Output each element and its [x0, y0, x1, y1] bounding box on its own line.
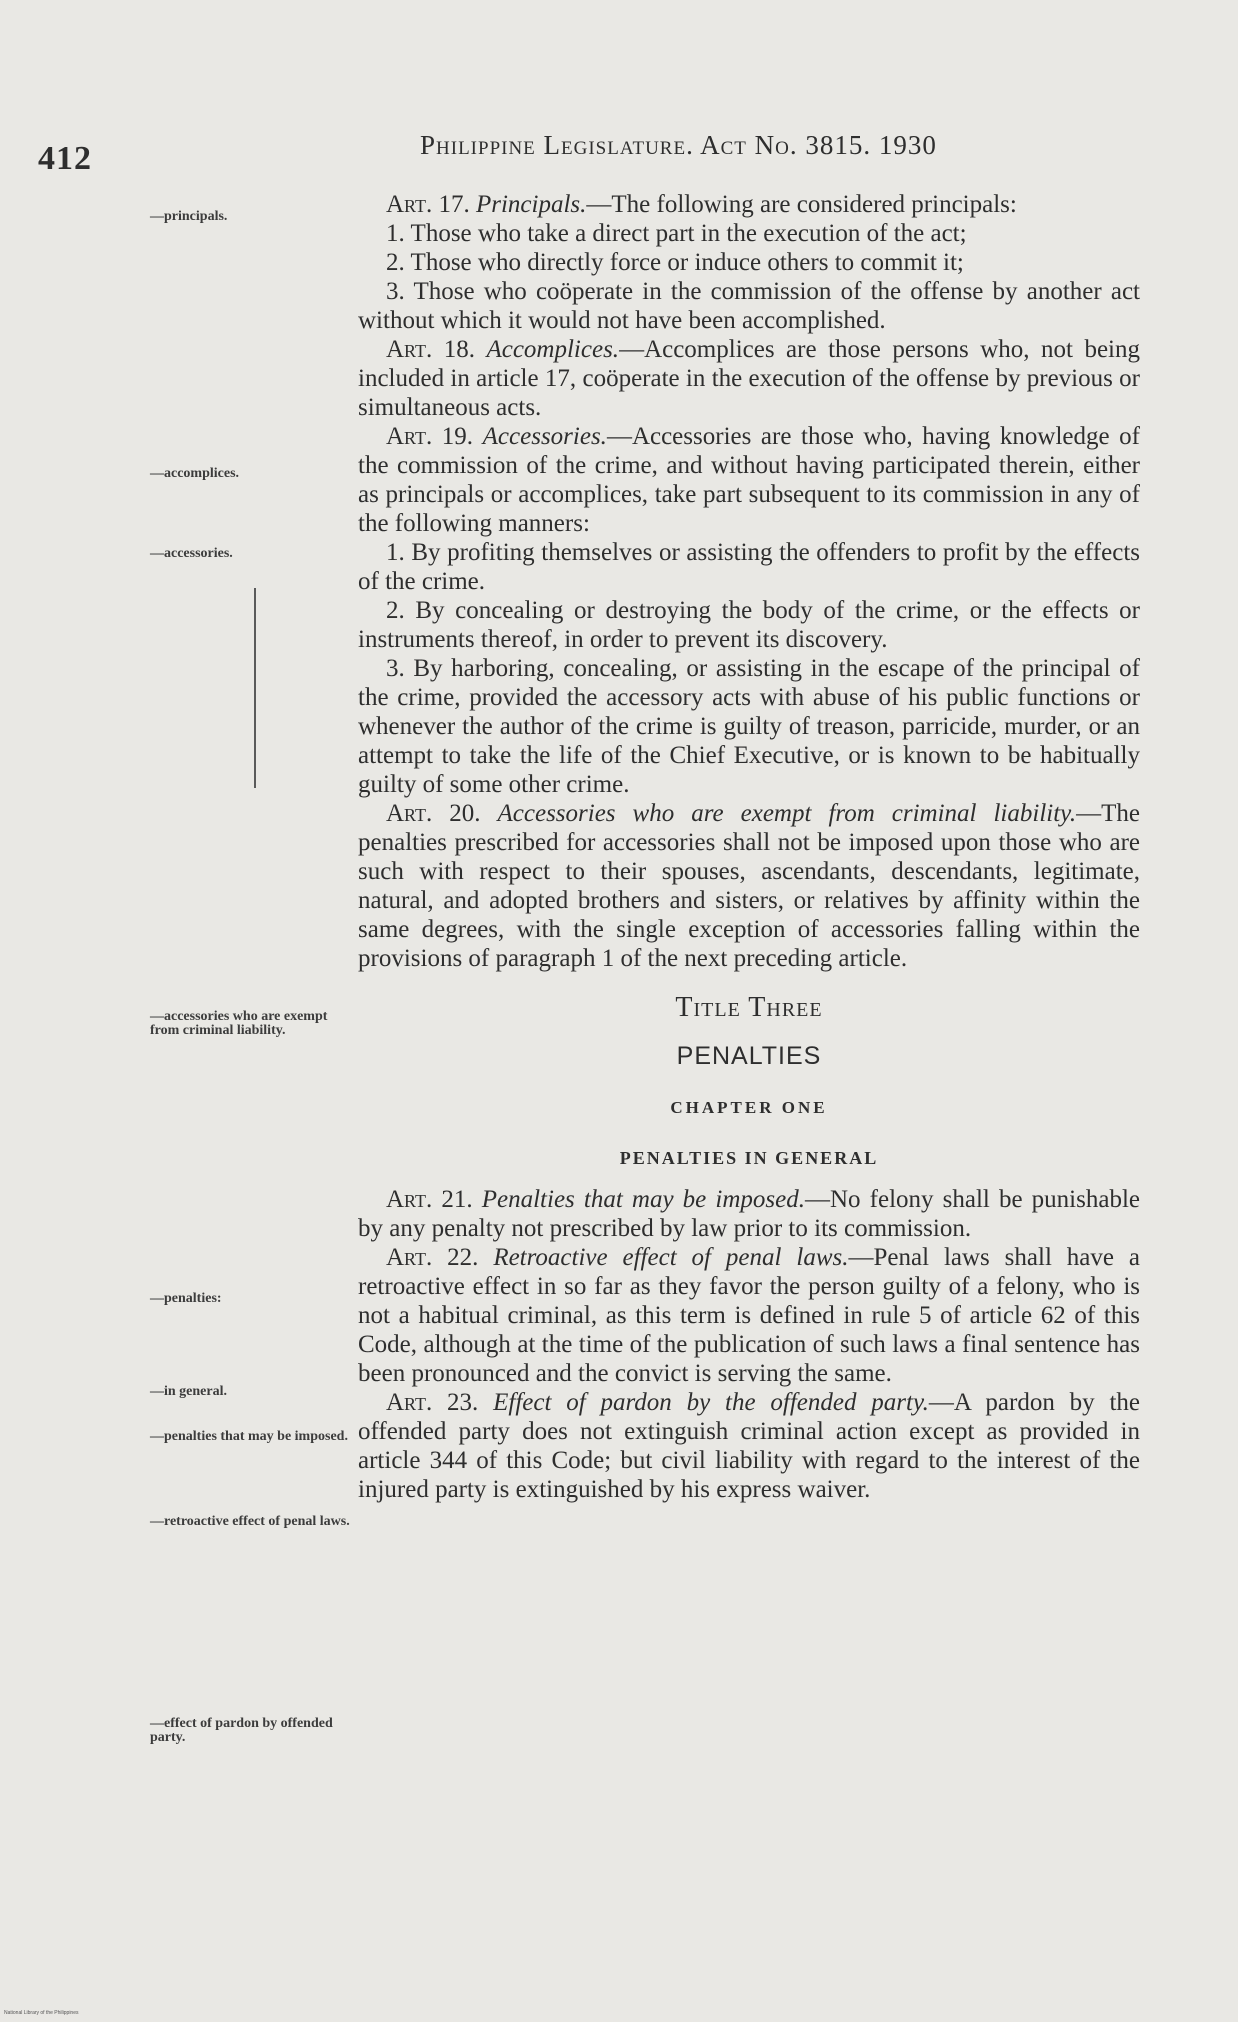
article-text: —The penalties prescribed for accessories shall not be imposed upon those who are such with respect to their spouses, ascendants, descendants, legitimate, natural, and adopted brothers and sisters, or relatives by affinity within the same degrees, with the single exception of accessories falling within the provisions of paragraph 1 of the next preceding article. [358, 800, 1140, 972]
margin-note-accessories: —accessories. [150, 546, 233, 561]
article-heading: Accomplices. [486, 336, 620, 363]
article-label: Art. 17. [386, 191, 470, 218]
list-item: 1. By profiting themselves or assisting the offenders to profit by the effects of the crime. [358, 539, 1140, 595]
article-text: —Penal laws shall have a retroactive effect in so far as they favor the person guilty of a felony, who is not a habitual criminal, as this term is defined in rule 5 of article 62 of this Code, although at the time of the publication of such laws a final sentence has been pronounced and the convict is serving the same. [358, 1244, 1141, 1387]
article-label: Art. 22. [386, 1244, 479, 1271]
article-label: Art. 23. [386, 1389, 479, 1416]
article-label: Art. 20. [386, 800, 481, 827]
article-heading: Accessories who are exempt from criminal liability. [497, 800, 1077, 827]
penalties-heading: PENALTIES [676, 1042, 822, 1070]
article-text: —No felony shall be punishable by any penalty not prescribed by law prior to its commission. [358, 1186, 1140, 1242]
margin-note-penalties-imposed: —penalties that may be imposed. [150, 1429, 348, 1444]
article-label: Art. 18. [386, 336, 475, 363]
margin-note-pardon: —effect of pardon by offended party. [150, 1716, 333, 1745]
article-18 [358, 335, 1140, 422]
article-text: —Accessories are those who, having knowledge of the commission of the crime, and without having participated therein, either as principals or accomplices, take part subsequent to its commission in any of the following manners: [358, 423, 1140, 537]
article-17 [358, 190, 1140, 219]
article-23 [358, 1388, 1140, 1504]
article-text: —The following are considered principals: [586, 191, 1017, 218]
page-number: 412 [38, 140, 92, 177]
margin-note-accomplices: —accomplices. [150, 466, 240, 481]
list-item: 3. Those who coöperate in the commission of the offense by another act without which it would not have been accomplished. [358, 278, 1140, 334]
list-item: 3. By harboring, concealing, or assisting in the escape of the principal of the crime, provided the accessory acts with abuse of his public functions or whenever the author of the crime is guilty of treason, parricide, murder, or an attempt to take the life of the Chief Executive, or is known to be habitually guilty of some other crime. [358, 655, 1140, 798]
margin-note-retroactive-effect: —retroactive effect of penal laws. [150, 1514, 350, 1529]
article-heading: Effect of pardon by the offended party. [493, 1389, 929, 1416]
list-item: 2. Those who directly force or induce others to commit it; [386, 249, 964, 276]
margin-rule [254, 588, 256, 788]
article-label: Art. 19. [386, 423, 474, 450]
footer-credit: National Library of the Philippines [4, 2010, 79, 2016]
main-text [358, 190, 1140, 1504]
list-item: 2. By concealing or destroying the body of the crime, or the effects or instruments thereof, in order to prevent its discovery. [358, 597, 1140, 653]
article-heading: Penalties that may be imposed. [481, 1186, 805, 1213]
article-20 [358, 799, 1140, 973]
article-text: —A pardon by the offended party does not extinguish criminal action except as provided in article 344 of this Code; but civil liability with regard to the interest of the injured party is extinguished by his express waiver. [358, 1389, 1141, 1503]
article-19 [358, 422, 1140, 538]
article-heading: Principals. [475, 191, 587, 218]
margin-note-penalties: —penalties: [150, 1291, 222, 1306]
article-22 [358, 1243, 1140, 1388]
chapter-heading: CHAPTER ONE [670, 1098, 828, 1117]
article-21 [358, 1185, 1140, 1243]
title-heading: Title Three [675, 992, 823, 1023]
article-label: Art. 21. [386, 1186, 473, 1213]
article-heading: Accessories. [482, 423, 607, 450]
article-text: —Accomplices are those persons who, not being included in article 17, coöperate in the execution of the offense by previous or simultaneous acts. [358, 336, 1140, 421]
margin-note-principals: —principals. [150, 209, 228, 224]
list-item: 1. Those who take a direct part in the execution of the act; [386, 220, 967, 247]
chapter-title: PENALTIES IN GENERAL [619, 1148, 879, 1168]
article-heading: Retroactive effect of penal laws. [493, 1244, 849, 1271]
margin-note-in-general: —in general. [150, 1384, 227, 1399]
margin-note-exempt-accessories: —accessories who are exempt from criminal liability. [150, 1009, 328, 1038]
running-head: Philippine Legislature. Act No. 3815. 1930 [420, 130, 937, 160]
